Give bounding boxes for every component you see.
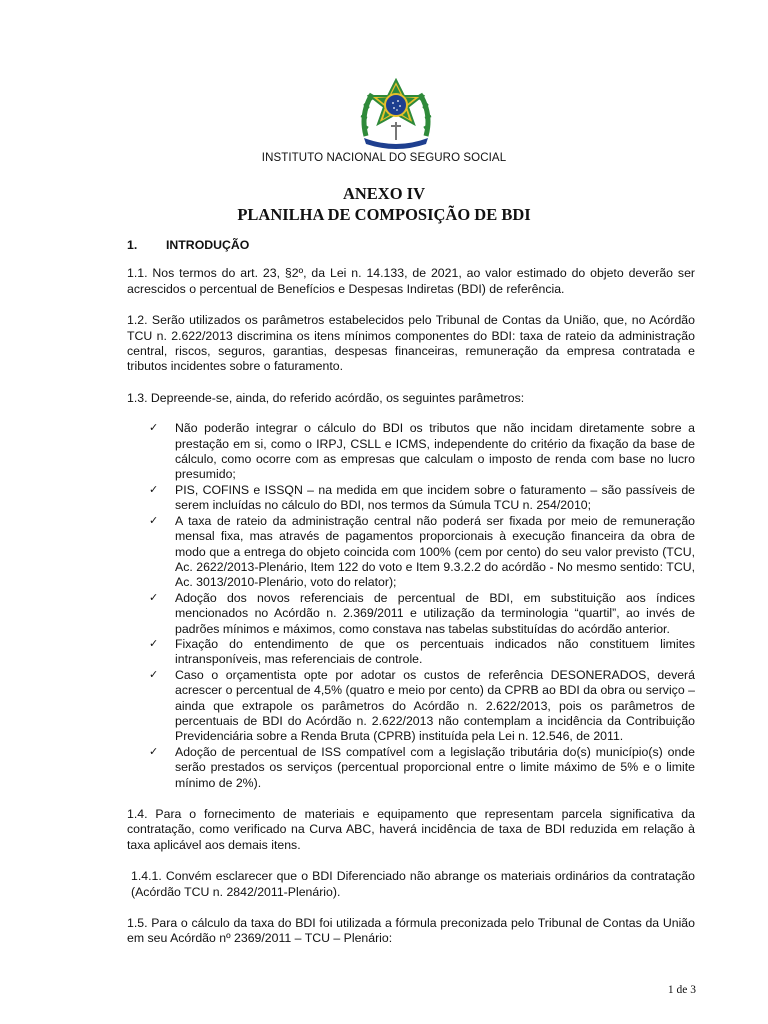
checkmark-icon: ✓ [149, 637, 159, 650]
list-item: ✓ PIS, COFINS e ISSQN – na medida em que incidem sobre o faturamento – são passíveis de serem incluídas no cálculo do BDI, nos termos da Súmula TCU n. 254/2010; [127, 483, 695, 514]
paragraph-1-5: 1.5. Para o cálculo da taxa do BDI foi utilizada a fórmula preconizada pelo Tribunal de Contas da União em seu Acórdão nº 2369/2011 – TCU – Plenário: [127, 916, 695, 946]
paragraph-1-4: 1.4. Para o fornecimento de materiais e equipamento que representam parcela significativa da contratação, como verificado na Curva ABC, haverá incidência de taxa de BDI reduzida em relação à taxa aplicável aos demais itens. [127, 807, 695, 852]
section-title: INTRODUÇÃO [166, 238, 250, 252]
list-item: ✓ Caso o orçamentista opte por adotar os custos de referência DESONERADOS, deverá acrescer o percentual de 4,5% (quatro e meio por cento) da CPRB ao BDI da obra ou serviço – ainda que extrapole os parâmetros do Acórdão n. 2.622/2013, pois os parâmetros de percentuais de BDI do Acórdão n. 2.622/2013 não contemplam a incidência da Contribuição Previdenciária sobre a Renda Bruta (CPRB) instituída pela Lei n. 12.546, de 2011. [127, 668, 695, 745]
page-number: 1 de 3 [667, 984, 696, 996]
paragraph-1-3: 1.3. Depreende-se, ainda, do referido acórdão, os seguintes parâmetros: [127, 390, 525, 405]
list-item: ✓ Não poderão integrar o cálculo do BDI os tributos que não incidam diretamente sobre a prestação em si, como o IRPJ, CSLL e ICMS, independente do critério da fixação da base de cálculo, como ocorre com as empresas que calculam o imposto de renda com base no lucro presumido; [127, 421, 695, 483]
checkmark-icon: ✓ [149, 591, 159, 604]
checkmark-icon: ✓ [149, 668, 159, 681]
document-title-block [0, 183, 768, 225]
checkmark-icon: ✓ [149, 745, 159, 758]
annex-label: ANEXO IV [342, 184, 426, 203]
list-item: ✓ Adoção de percentual de ISS compatível com a legislação tributária do(s) município(s) onde serão prestados os serviços (percentual proporcional entre o limite máximo de 5% e o limite mínimo de 2%). [127, 745, 695, 791]
list-item: ✓ Adoção dos novos referenciais de percentual de BDI, em substituição aos índices mencionados no Acórdão n. 2.369/2011 e utilização da terminologia “quartil”, ao invés de padrões mínimos e máximos, como constava nas tabelas substituídas do acórdão anterior. [127, 591, 695, 637]
list-item: ✓ A taxa de rateio da administração central não poderá ser fixada por meio de remuneração mensal fixa, mas através de pagamentos proporcionais à execução financeira da obra de modo que a entrega do objeto coincida com 100% (cem por cento) do seu valor previsto (TCU, Ac. 2622/2013-Plenário, Item 122 do voto e Item 9.3.2.2 do acórdão - No mesmo sentido: TCU, Ac. 3013/2010-Plenário, voto do relator); [127, 514, 695, 591]
paragraph-1-2: 1.2. Serão utilizados os parâmetros estabelecidos pelo Tribunal de Contas da União, que, no Acórdão TCU n. 2.622/2013 discrimina os itens mínimos componentes do BDI: taxa de rateio da administração central, riscos, seguros, garantias, despesas financeiras, remuneração da empresa contratada e tributos incidentes sobre o faturamento. [127, 313, 695, 374]
paragraph-1-1: 1.1. Nos termos do art. 23, §2º, da Lei n. 14.133, de 2021, ao valor estimado do objeto deverão ser acrescidos o percentual de Benefícios e Despesas Indiretas (BDI) de referência. [127, 266, 695, 296]
checkmark-icon: ✓ [149, 422, 159, 435]
section-heading [127, 238, 695, 253]
section-number: 1. [127, 238, 138, 252]
paragraph-1-4-1: 1.4.1. Convém esclarecer que o BDI Diferenciado não abrange os materiais ordinários da contratação (Acórdão TCU n. 2842/2011-Plenário). [131, 869, 695, 899]
document-title: PLANILHA DE COMPOSIÇÃO DE BDI [237, 205, 531, 224]
checkmark-icon: ✓ [149, 483, 159, 496]
parameters-list [127, 421, 695, 791]
checkmark-icon: ✓ [149, 514, 159, 527]
institute-name: INSTITUTO NACIONAL DO SEGURO SOCIAL [261, 152, 507, 164]
list-item: ✓ Fixação do entendimento de que os percentuais indicados não constituem limites intransponíveis, mas referenciais de controle. [127, 637, 695, 668]
brazil-coat-of-arms-icon [356, 78, 436, 150]
document-body [127, 238, 695, 963]
